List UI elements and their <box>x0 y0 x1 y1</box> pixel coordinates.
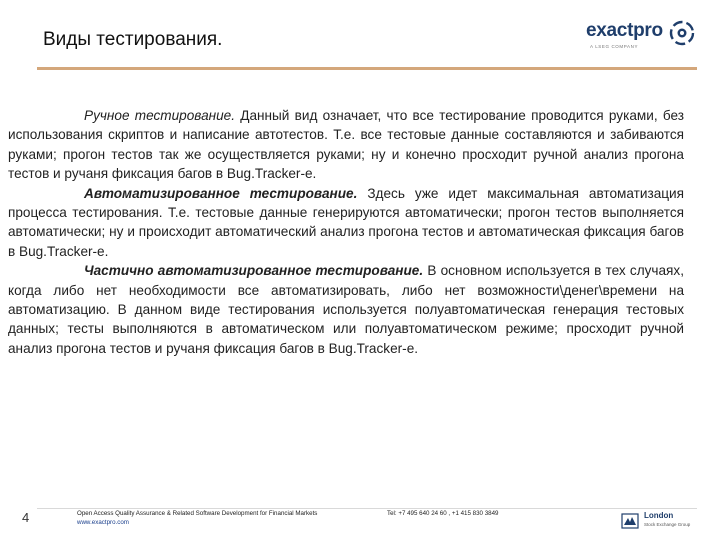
logo-tagline: A LSEG COMPANY <box>590 44 639 49</box>
slide-title: Виды тестирования. <box>43 29 223 50</box>
exactpro-logo <box>586 20 696 54</box>
term-partially-automated-testing: Частично автоматизированное тестирование. <box>84 263 424 279</box>
lseg-logo <box>620 508 700 534</box>
term-manual-testing: Ручное тестирование. <box>84 108 236 123</box>
term-automated-testing: Автоматизированное тестирование. <box>84 185 358 201</box>
lseg-crest-icon <box>620 511 640 531</box>
logo-wordmark: exactpro <box>586 20 663 41</box>
footer-divider <box>37 508 697 509</box>
footer-phone: Tel: +7 495 640 24 60 , +1 415 830 3849 <box>387 510 499 517</box>
paragraph-manual-testing <box>8 106 684 184</box>
footer-tagline: Open Access Quality Assurance & Related Software Development for Financial Markets <box>77 510 318 517</box>
paragraph-text: Данный вид означает, что все тестирование проводится руками, без использования скриптов и написание автотестов. Т.е. все тестовые данные составляются и забиваются руками; прогон тестов так же осуществляется руками; ну и конечно просходит ручной анализ прогона тестов и ручаня фиксация багов в Bug.Tracker-е. <box>8 108 684 182</box>
lseg-wordmark: London <box>644 511 674 520</box>
paragraph-automated-testing <box>8 184 684 262</box>
paragraph-partially-automated-testing <box>8 261 684 358</box>
paragraph-text: Здесь уже идет максимальная автоматизация процесса тестирования. Т.е. тестовые данные генерируются автоматически; прогон тестов выполняется автоматически; ну и происходит автоматический анализ прогона тестов и автоматическая фиксация багов в Bug.Tracker-е. <box>8 185 685 259</box>
footer-website-link[interactable]: www.exactpro.com <box>77 519 129 526</box>
paragraph-text: В основном используется в тех случаях, когда либо нет необходимости все автоматизировать, либо нет возможности\денег\времени на автоматизацию. В данном виде тестирования используется полуавтоматическая генерация тестовых данных; тесты выполняются в автоматическом или полуавтоматическом режиме; просходит ручной анализ прогона тестов и ручаня фиксация багов в Bug.Tracker-е. <box>8 263 684 356</box>
lseg-subtitle: Stock Exchange Group <box>644 522 691 527</box>
exactpro-mark-icon <box>669 20 695 46</box>
slide-body <box>8 106 684 358</box>
header-divider <box>37 67 697 70</box>
page-number: 4 <box>22 510 30 525</box>
